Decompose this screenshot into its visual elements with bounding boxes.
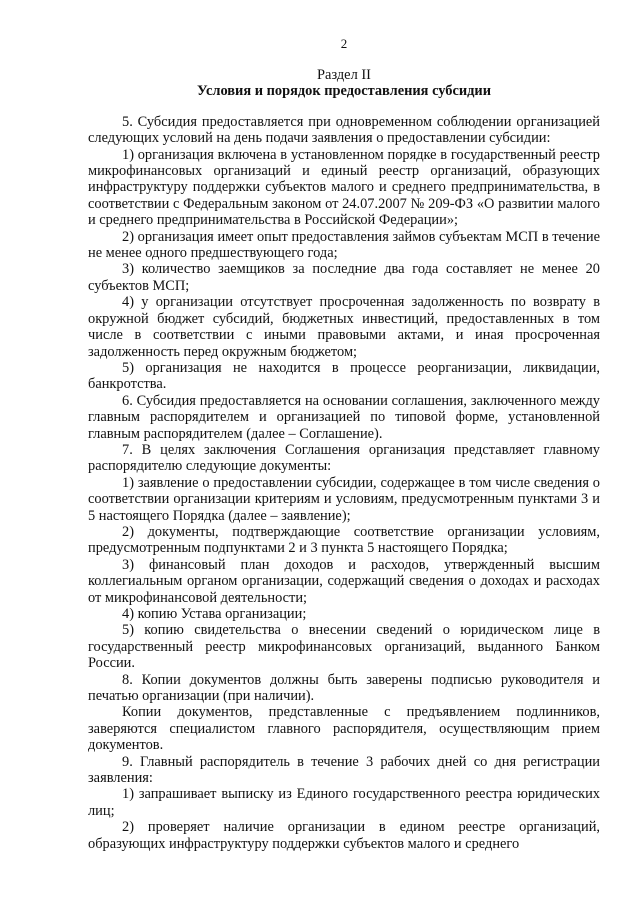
paragraph-5-4: 4) у организации отсутствует просроченная задолженность по возврату в окружной бюджет субсидий, бюджетных инвестиций, предоставленных в том числе в соответствии с иными правовыми актами, и иная просроченная задолженность перед окружным бюджетом; [88, 294, 600, 360]
document-body [88, 114, 600, 852]
paragraph-9-1: 1) запрашивает выписку из Единого государственного реестра юридических лиц; [88, 786, 600, 819]
paragraph-7-2: 2) документы, подтверждающие соответствие организации условиям, предусмотренным подпунктами 2 и 3 пункта 5 настоящего Порядка; [88, 523, 600, 557]
paragraph-5-5: 5) организация не находится в процессе реорганизации, ликвидации, банкротства. [88, 359, 600, 393]
paragraph-9-2: 2) проверяет наличие организации в едином реестре организаций, образующих инфраструктуру поддержки субъектов малого и среднего [88, 819, 600, 852]
paragraph-7-3: 3) финансовый план доходов и расходов, утвержденный высшим коллегиальным органом организации, содержащий сведения о доходах и расходах от микрофинансовой деятельности; [88, 556, 600, 606]
paragraph-5-3: 3) количество заемщиков за последние два года составляет не менее 20 субъектов МСП; [88, 261, 600, 294]
paragraph-8-copies: Копии документов, представленные с предъявлением подлинников, заверяются специалистом главного распорядителя, осуществляющим прием документов. [88, 704, 600, 754]
paragraph-7-5: 5) копию свидетельства о внесении сведений о юридическом лице в государственный реестр микрофинансовых организаций, выданного Банком России. [88, 622, 600, 672]
section-title: Условия и порядок предоставления субсидии [196, 83, 492, 100]
section-label: Раздел II [317, 67, 371, 83]
paragraph-5: 5. Субсидия предоставляется при одновременном соблюдении организацией следующих условий на день подачи заявления о предоставлении субсидии: [88, 113, 600, 147]
paragraph-5-1: 1) организация включена в установленном порядке в государственный реестр микрофинансовых организаций и единый реестр организаций, образующих инфраструктуру поддержки субъектов малого и среднего предпринимательства, в соответствии с Федеральным законом от 24.07.2007 № 209-ФЗ «О развитии малого и среднего предпринимательства в Российской Федерации»; [88, 146, 600, 229]
paragraph-6: 6. Субсидия предоставляется на основании соглашения, заключенного между главным распорядителем и организацией по типовой форме, установленной главным распорядителем (далее – Соглашение). [88, 392, 600, 442]
paragraph-8: 8. Копии документов должны быть заверены подписью руководителя и печатью организации (при наличии). [88, 671, 600, 705]
paragraph-7: 7. В целях заключения Соглашения организация представляет главному распорядителю следующие документы: [88, 441, 600, 475]
page-number: 2 [340, 36, 348, 51]
document-page [88, 36, 600, 852]
paragraph-5-2: 2) организация имеет опыт предоставления займов субъектам МСП в течение не менее одного предшествующего года; [88, 228, 600, 262]
paragraph-7-1: 1) заявление о предоставлении субсидии, содержащее в том числе сведения о соответствии организации критериям и условиям, предусмотренным пунктами 3 и 5 настоящего Порядка (далее – заявление); [88, 474, 600, 524]
paragraph-7-4: 4) копию Устава организации; [122, 606, 307, 622]
paragraph-9: 9. Главный распорядитель в течение 3 рабочих дней со дня регистрации заявления: [88, 753, 600, 787]
